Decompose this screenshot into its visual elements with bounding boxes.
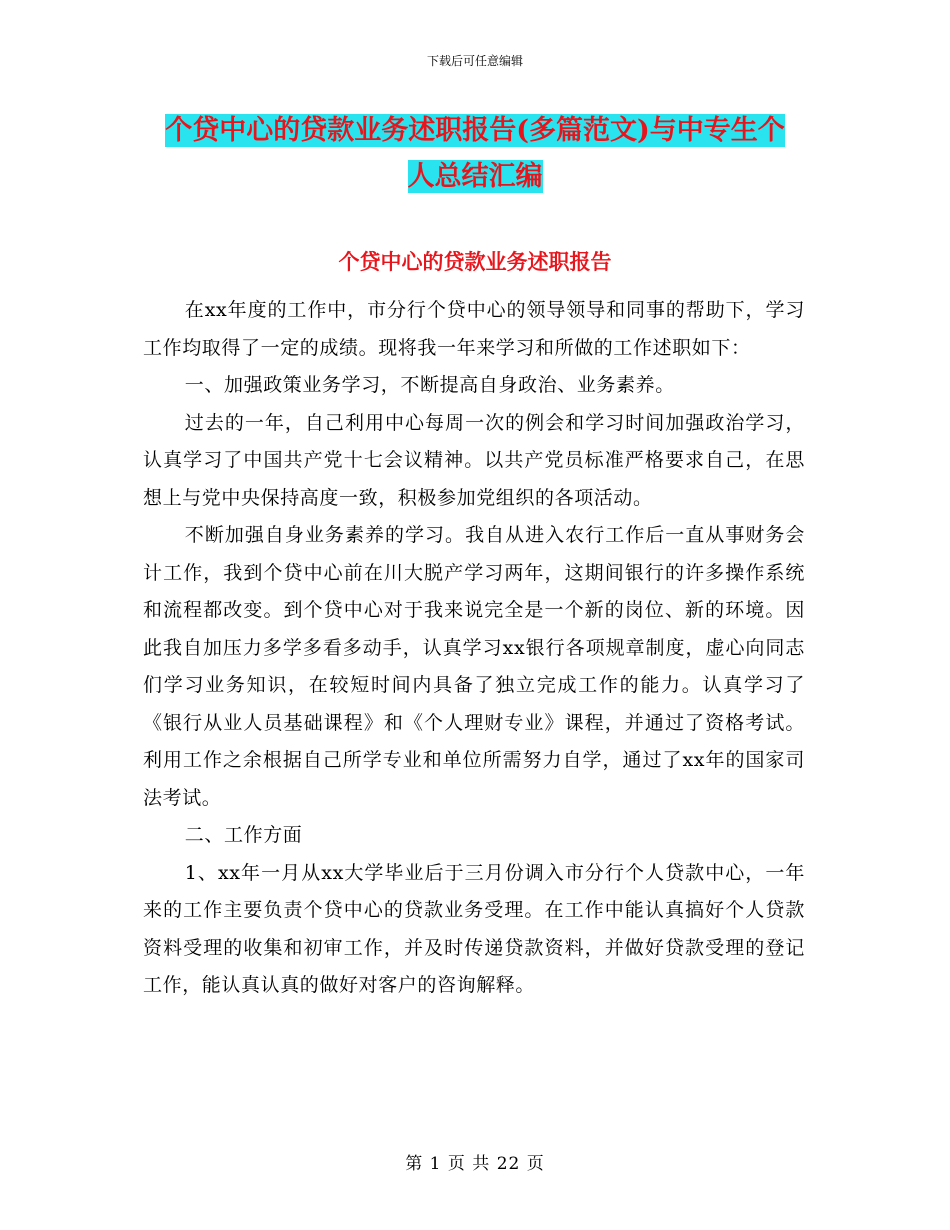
paragraph: 不断加强自身业务素养的学习。我自从进入农行工作后一直从事财务会计工作，我到个贷中心前在川大脱产学习两年，这期间银行的许多操作系统和流程都改变。到个贷中心对于我来说完全是一个新的岗位、新的环境。因此我自加压力多学多看多动手，认真学习xx银行各项规章制度，虚心向同志们学习业务知识，在较短时间内具备了独立完成工作的能力。认真学习了《银行从业人员基础课程》和《个人理财专业》课程，并通过了资格考试。利用工作之余根据自己所学专业和单位所需努力自学，通过了xx年的国家司法考试。	[143, 524, 805, 809]
body-text	[143, 292, 805, 1005]
document-title-line-2: 人总结汇编	[407, 161, 543, 192]
paragraph: 一、加强政策业务学习，不断提高自身政治、业务素养。	[184, 374, 675, 396]
page-footer: 第 1 页 共 22 页	[405, 1154, 545, 1174]
document-title	[150, 108, 800, 200]
paragraph: 在xx年度的工作中，市分行个贷中心的领导领导和同事的帮助下，学习工作均取得了一定的成绩。现将我一年来学习和所做的工作述职如下：	[143, 299, 805, 359]
section-title: 个贷中心的贷款业务述职报告	[338, 249, 612, 274]
paragraph: 二、工作方面	[184, 824, 303, 846]
header-note: 下载后可任意编辑	[426, 54, 523, 68]
paragraph: 过去的一年，自己利用中心每周一次的例会和学习时间加强政治学习，认真学习了中国共产党十七会议精神。以共产党员标准严格要求自己，在思想上与党中央保持高度一致，积极参加党组织的各项活动。	[143, 411, 805, 509]
paragraph: 1、xx年一月从xx大学毕业后于三月份调入市分行个人贷款中心，一年来的工作主要负责个贷中心的贷款业务受理。在工作中能认真搞好个人贷款资料受理的收集和初审工作，并及时传递贷款资料，并做好贷款受理的登记工作，能认真认真的做好对客户的咨询解释。	[143, 861, 805, 996]
document-title-line-1: 个贷中心的贷款业务述职报告(多篇范文)与中专生个	[165, 115, 785, 146]
